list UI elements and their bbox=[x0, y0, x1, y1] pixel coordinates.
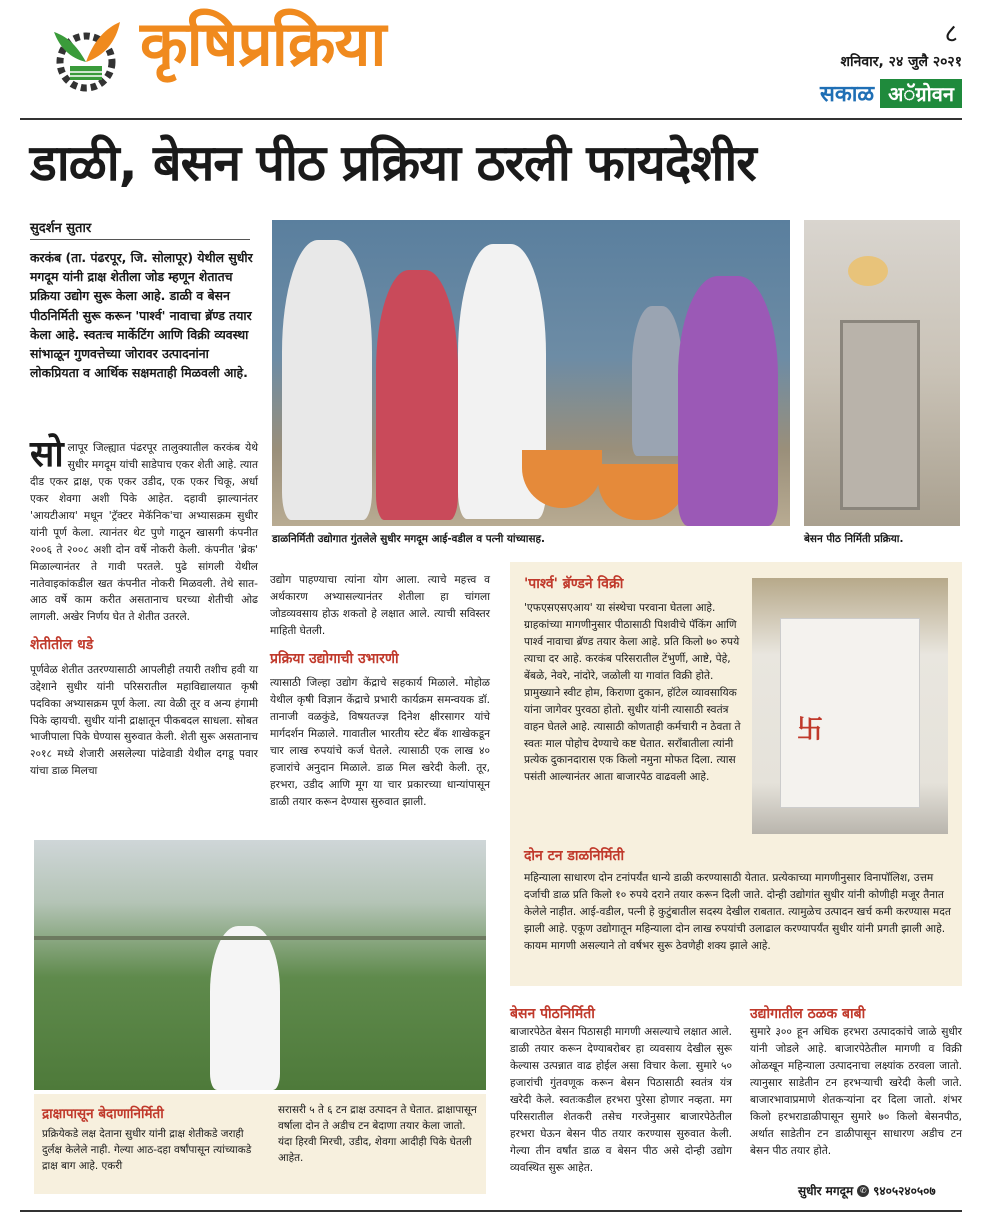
family-photo bbox=[272, 220, 790, 526]
top-rule bbox=[20, 118, 962, 120]
intro-column bbox=[30, 434, 258, 780]
subhead-setup: प्रक्रिया उद्योगाची उभारणी bbox=[270, 650, 399, 667]
besan-text: बाजारपेठेत बेसन पिठासही मागणी असल्याचे लक्षात आले. डाळी तयार करून देण्याबरोबर हा व्यवसाय देखील सुरू केल्यास उत्पन्नात वाढ होईल असा विचार केला. सुमारे ५० हजारांची गुंतवणूक करून बेसन पिठासाठी स्वतंत्र यंत्र खरेदी केले. स्वतःकडील हरभरा पुरेसा होणार नव्हता. मग परिसरातील शेतकरी तसेच गरजेनुसार बाजारपेठेतील हरभरा घेऊन बेसन पीठ तयार करण्यास सुरुवात केली. गेल्या तीन वर्षांत डाळ व बेसन पीठ असे दोन्ही उद्योग व्यवस्थित सुरू आहेत. bbox=[510, 1026, 732, 1174]
section-title: कृषिप्रक्रिया bbox=[140, 7, 386, 80]
lead-paragraph: करकंब (ता. पंढरपूर, जि. सोलापूर) येथील सुधीर मगदूम यांनी द्राक्ष शेतीला जोड म्हणून शेतातच प्रक्रिया उद्योग सुरू केला आहे. डाळी व बेसन पीठनिर्मिती सुरू करून 'पार्श्व' नावाचा ब्रॅण्ड तयार केला आहे. स्वतःच मार्केटिंग आणि विक्री व्यवस्था सांभाळून गुणवत्तेच्या जोरावर उत्पादनांना लोकप्रियता व आर्थिक सक्षमताही मिळवली आहे. bbox=[30, 250, 253, 381]
highlights-text: सुमारे ३०० हून अधिक हरभरा उत्पादकांचे जाळे सुधीर यांनी जोडले आहे. बाजारपेठेतील मागणी व विक्री ओळखून महिन्याला उत्पादनाचा लक्ष्यांक ठरवला जातो. त्यानुसार साडेतीन टन हरभऱ्याची खरेदी केली जाते. बाजारभावाप्रमाणे शेतकऱ्यांना दर दिला जातो. शंभर किलो हरभराडाळीपासून सुमारे ७० किलो बेसनपीठ, अर्थात साडेतीन टन डाळीपासून साधारण अडीच टन बेसन पीठ तयार होते. bbox=[750, 1026, 962, 1157]
contact-phone: ९४०५२४०५०७ bbox=[873, 1184, 936, 1198]
lessons-text: पूर्णवेळ शेतीत उतरण्यासाठी आपलीही तयारी तशीच हवी या उद्देशाने सुधीर यांनी परिसरातील महाविद्यालयात कृषी पदविका अभ्यासक्रम पूर्ण केला. त्या वेळी तूर व अन्य हंगामी पिके व्हायची. सुधीर यांनी द्राक्षातून पीकबदल साधला. सोबत भाजीपाला पिके घेण्यास सुरुवात केली. शेती सुरू असतानाच २०१८ मध्ये शेजारी असलेल्या पांढेवाडी येथील दगडू पवार यांचा डाळ मिलचा bbox=[30, 663, 258, 778]
vineyard-photo bbox=[34, 840, 486, 1090]
middle-text: उद्योग पाहण्याचा त्यांना योग आला. त्याचे महत्त्व व अर्थकारण अभ्यासल्यानंतर शेतीला हा चांगला जोडव्यवसाय होऊ शकतो हे लक्षात आले. त्याची सविस्तर माहिती घेतली. bbox=[270, 574, 490, 637]
intro-text: लापूर जिल्ह्यात पंढरपूर तालुक्यातील करकंब येथे सुधीर मगदूम यांची साडेपाच एकर शेती आहे. त्यात दीड एकर द्राक्ष, एक एकर उडीद, एक एकर चिकू, अर्धा एकर शेवगा अशी पिके आहेत. दहावी झाल्यानंतर 'आयटीआय' मधून 'ट्रॅक्टर मेकॅनिक'चा अभ्यासक्रम सुधीर यांनी पूर्ण केला. त्यानंतर थेट पुणे गाठून खासगी कंपनीत २००६ ते २००८ अशी दोन वर्षे नोकरी केली. कंपनीत 'ब्रेक' मिळाल्यानंतर ते गावी परतले. पुढे सांगली येथील नातेवाइकांकडील खत कंपनीत नोकरी मिळवली. तेथे सात-आठ वर्षे काम करीत असतानाच घरच्या शेतीची ओढ लागली. अखेर निर्णय घेत ते शेतीत उतरले. bbox=[30, 442, 258, 624]
byline: सुदर्शन सुतार bbox=[30, 218, 250, 240]
subhead-raisin: द्राक्षापासून बेदाणानिर्मिती bbox=[42, 1106, 164, 1122]
dal-production-text: महिन्याला साधारण दोन टनांपर्यंत धान्ये डाळी करण्यासाठी येतात. प्रत्येकाच्या मागणीनुसार विनापॉलिश, उत्तम दर्जाची डाळ प्रति किलो १० रुपये दराने तयार करून दिली जाते. दोन्ही उद्योगांत सुधीर यांनी कोणीही मजूर तैनात केलेले नाहीत. आई-वडील, पत्नी हे कुटुंबातील सदस्य देखील राबतात. त्यामुळेच उत्पादन खर्च कमी करण्यास मदत झाली आहे. एकूण उद्योगातून महिन्याला दोन लाख रुपयांची उलाढाल करण्यापर्यंत सुधीर यांनी प्रगती झाली आहे. कायम मागणी असल्याने तो वर्षभर सुरू ठेवणेही शक्य झाले आहे. bbox=[524, 872, 951, 952]
raisin-text-left: प्रक्रियेकडे लक्ष देताना सुधीर यांनी द्राक्ष शेतीकडे जराही दुर्लक्ष केलेले नाही. गेल्या आठ-दहा वर्षांपासून त्यांच्याकडे द्राक्ष बाग आहे. एकरी bbox=[42, 1128, 252, 1173]
subhead-lessons: शेतीतील धडे bbox=[30, 637, 94, 654]
contact-info bbox=[798, 1182, 936, 1199]
brand-agrowon: अॅग्रोवन bbox=[880, 79, 962, 108]
product-bag-photo: 卐 bbox=[752, 578, 948, 834]
subhead-highlights: उद्योगातील ठळक बाबी bbox=[750, 1006, 866, 1022]
bottom-rule bbox=[20, 1210, 962, 1212]
contact-name: सुधीर मगदूम bbox=[798, 1184, 854, 1198]
page-number: ८ bbox=[944, 19, 958, 49]
headline: डाळी, बेसन पीठ प्रक्रिया ठरली फायदेशीर bbox=[30, 134, 756, 192]
besan-process-photo bbox=[804, 220, 960, 526]
caption-side-photo: बेसन पीठ निर्मिती प्रक्रिया. bbox=[804, 533, 904, 545]
drop-cap: सो bbox=[30, 434, 64, 475]
raisin-text-right: सरासरी ५ ते ६ टन द्राक्ष उत्पादन ते घेतात. द्राक्षापासून वर्षाला दोन ते अडीच टन बेदाणा तयार केला जातो. यंदा हिरवी मिरची, उडीद, शेवगा आदीही पिके घेतली आहेत. bbox=[278, 1104, 477, 1165]
phone-icon: ✆ bbox=[857, 1185, 869, 1197]
subhead-brand-sales: 'पार्श्व' ब्रॅण्डने विक्री bbox=[524, 576, 624, 592]
caption-main-photo: डाळनिर्मिती उद्योगात गुंतलेले सुधीर मगदूम आई-वडील व पत्नी यांच्यासह. bbox=[272, 533, 545, 545]
brand-sales-text: 'एफएसएसएआय' या संस्थेचा परवाना घेतला आहे. ग्राहकांच्या मागणीनुसार पीठासाठी पिशवीचे पॅकिंग आणि पार्श्व नावाचा ब्रॅण्ड तयार केला आहे. प्रति किलो ७० रुपये त्याचा दर आहे. करकंब परिसरातील टेंभुर्णी, आष्टे, पेहे, बेंबळे, नेवरे, नांदोरे, जळोली या गावांत विक्री होते. प्रामुख्याने स्वीट होम, किराणा दुकान, हॉटेल व्यावसायिक यांना जागेवर पुरवठा होतो. सुधीर यांनी त्यासाठी स्वतंत्र वाहन घेतले आहे. त्यासाठी कोणताही कर्मचारी न ठेवता ते स्वतः माल पोहोच देण्याचे कष्ट घेतात. सराँबातीला त्यांनी प्रत्येक दुकानदारास एक किलो नमुना मोफत दिला. त्यास पसंती आल्यानंतर आता बाजारपेठ वाढवली आहे. bbox=[524, 602, 741, 784]
setup-text: त्यासाठी जिल्हा उद्योग केंद्राचे सहकार्य मिळाले. मोहोळ येथील कृषी विज्ञान केंद्राचे प्रभारी कार्यक्रम समन्वयक डॉ. तानाजी वळकुंडे, विषयतज्ज्ञ दिनेश क्षीरसागर यांचे मार्गदर्शन मिळाले. गावातील भारतीय स्टेट बँक शाखेकडून चार लाख रुपयांचे कर्ज घेतले. त्यासाठी एक लाख ४० हजारांचे अनुदान मिळाले. डाळ मिल खरेदी केली. तूर, हरभरा, उडीद आणि मूग या चार प्रकारच्या धान्यांपासून डाळी तयार करून देण्यास सुरुवात झाली. bbox=[270, 677, 490, 808]
brand-sakal: सकाळ bbox=[819, 82, 875, 107]
subhead-dal-production: दोन टन डाळनिर्मिती bbox=[524, 848, 625, 864]
brand-logo bbox=[820, 78, 962, 108]
subhead-besan: बेसन पीठनिर्मिती bbox=[510, 1006, 595, 1022]
issue-date: शनिवार, २४ जुलै २०२१ bbox=[840, 54, 962, 70]
gear-leaf-logo-icon bbox=[46, 14, 126, 94]
middle-column bbox=[270, 572, 490, 811]
